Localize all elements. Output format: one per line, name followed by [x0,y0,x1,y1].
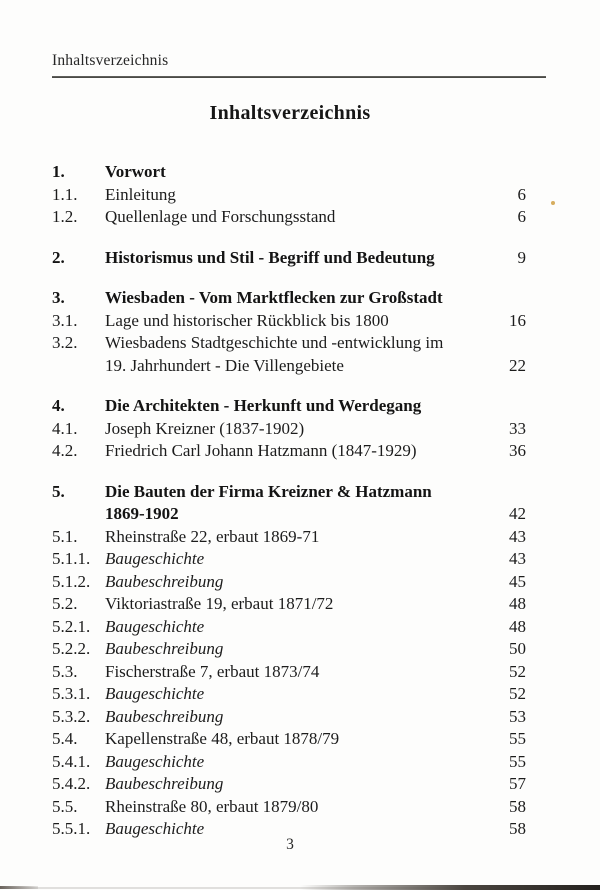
page-number: 3 [286,836,294,853]
toc-entry-page: 33 [509,418,526,438]
toc-entry-number: 5.5.1. [52,819,91,838]
toc-entry [52,706,526,729]
toc-entry [52,548,526,571]
toc-entry [52,332,526,377]
toc-entry [52,287,526,310]
toc-entry-title [105,616,484,639]
page-title: Inhaltsverzeichnis [209,102,371,124]
toc-entry [52,616,526,639]
toc-entry-number: 5.4. [52,729,78,748]
toc-entry-number: 5.3. [52,661,78,681]
toc-entry-number: 5.2. [52,594,78,613]
toc-entry-page: 43 [509,549,526,568]
scan-edge-right [300,885,600,890]
toc-entry-title-line: 1869-1902 [105,504,179,523]
toc-entry-title-line: Einleitung [105,184,176,204]
toc-entry-title [105,706,484,729]
toc-entry-number: 3.2. [52,333,78,352]
toc-entry-title [105,683,484,706]
toc-entry [52,247,526,270]
toc-entry-title-line: Baugeschichte [105,549,205,568]
toc-entry-page: 58 [509,796,526,816]
toc-entry-page: 52 [509,661,526,681]
toc-entry-title-line: Baugeschichte [105,819,205,838]
toc-entry-page: 58 [509,819,526,838]
toc-entry-title-line: Fischerstraße 7, erbaut 1873/74 [105,661,320,681]
toc-entry-title [105,418,484,441]
toc-entry-page: 9 [517,247,526,267]
toc-entry [52,571,526,594]
toc-entry-title [105,661,484,684]
toc-entry [52,395,526,418]
toc-entry [52,418,526,441]
toc-entry [52,481,526,526]
toc-entry-title-line: Baubeschreibung [105,639,224,658]
toc-entry-number: 1.1. [52,184,78,204]
toc-entry [52,728,526,751]
toc-entry-title-line: Baubeschreibung [105,571,224,591]
toc-entry-page: 36 [509,441,526,460]
toc-entry-title-line: Baugeschichte [105,616,205,636]
toc-entry [52,773,526,796]
toc-entry-number: 5.1.1. [52,549,91,568]
toc-entry [52,206,526,229]
toc-entry-title-line: Baugeschichte [105,751,205,771]
toc-entry-title [105,247,484,270]
toc-entry-title [105,773,484,796]
toc-entry-title [105,751,484,774]
toc-entry-title [105,184,484,207]
toc-entry [52,661,526,684]
toc-entry-page: 43 [509,526,526,546]
toc-entry [52,796,526,819]
toc-entry-title-line: Vorwort [105,162,166,181]
toc-entry [52,161,526,184]
toc-entry-title [105,638,484,661]
toc-entry [52,593,526,616]
toc-entry-title [105,548,484,571]
toc-entry [52,440,526,463]
toc-entry-number: 5.2.1. [52,616,91,636]
toc-entry-title-line: Baugeschichte [105,684,205,703]
toc-entry-number: 3.1. [52,310,78,330]
toc-entry-number: 5.2.2. [52,639,91,658]
toc-entry-title-line: Kapellenstraße 48, erbaut 1878/79 [105,729,340,748]
toc-entry-page: 52 [509,684,526,703]
toc-entry-page: 48 [509,616,526,636]
table-of-contents [52,161,526,841]
toc-entry-number: 4.1. [52,418,78,438]
toc-entry-number: 5.1. [52,526,78,546]
header-rule [52,76,546,78]
toc-entry-number: 5.3.1. [52,684,91,703]
toc-entry-number: 4. [52,396,65,415]
toc-entry-title [105,161,484,184]
toc-entry-page: 6 [517,207,526,226]
toc-entry-title [105,332,484,377]
toc-entry-title [105,481,484,526]
toc-entry-number: 5. [52,481,65,501]
toc-entry-title-line: Baubeschreibung [105,774,224,793]
toc-entry-title [105,728,484,751]
toc-entry-title [105,571,484,594]
toc-entry-title-line: Wiesbadens Stadtgeschichte und -entwicklung im [105,333,444,352]
toc-entry-title-line: Friedrich Carl Johann Hatzmann (1847-1929) [105,441,417,460]
toc-entry-title-line: Joseph Kreizner (1837-1902) [105,418,305,438]
toc-entry-title-line: Wiesbaden - Vom Marktflecken zur Großstadt [105,288,443,307]
toc-entry-title-line: 19. Jahrhundert - Die Villengebiete [105,355,344,375]
toc-entry-title-line: Die Architekten - Herkunft und Werdegang [105,396,422,415]
toc-entry-number: 5.4.1. [52,751,91,771]
toc-entry-number: 3. [52,288,65,307]
toc-entry [52,683,526,706]
toc-entry-title [105,395,484,418]
toc-entry-number: 1. [52,162,65,181]
toc-entry [52,526,526,549]
toc-entry-title-line: Rheinstraße 22, erbaut 1869-71 [105,526,320,546]
running-header: Inhaltsverzeichnis [52,52,169,69]
toc-entry-title-line: Historismus und Stil - Begriff und Bedeutung [105,247,435,267]
toc-entry-page: 55 [509,729,526,748]
toc-entry-title [105,287,484,310]
toc-entry-title-line: Baubeschreibung [105,706,224,726]
toc-entry-title-line: Lage und historischer Rückblick bis 1800 [105,310,389,330]
toc-entry-page: 42 [509,504,526,523]
toc-entry-title [105,310,484,333]
toc-entry-number: 5.5. [52,796,78,816]
toc-entry-title [105,796,484,819]
toc-entry-page: 48 [509,594,526,613]
toc-entry-number: 4.2. [52,441,78,460]
toc-entry-number: 5.1.2. [52,571,91,591]
toc-entry-title [105,440,484,463]
toc-entry-page: 55 [509,751,526,771]
toc-entry-number: 2. [52,247,65,267]
toc-entry-page: 16 [509,310,526,330]
toc-entry-title-line: Die Bauten der Firma Kreizner & Hatzmann [105,481,432,501]
toc-entry-number: 5.3.2. [52,706,91,726]
toc-entry-title [105,206,484,229]
toc-entry-number: 1.2. [52,207,78,226]
toc-entry-page: 45 [509,571,526,591]
scan-edge-left [0,886,38,889]
toc-entry [52,310,526,333]
toc-entry-page: 50 [509,639,526,658]
toc-entry [52,184,526,207]
toc-entry [52,751,526,774]
toc-entry-title [105,593,484,616]
toc-entry-page: 57 [509,774,526,793]
toc-entry-number: 5.4.2. [52,774,91,793]
toc-entry-page: 22 [509,355,526,375]
toc-entry-title-line: Quellenlage und Forschungsstand [105,207,336,226]
scan-speck [551,201,555,205]
toc-entry-title-line: Viktoriastraße 19, erbaut 1871/72 [105,594,334,613]
toc-entry-page: 53 [509,706,526,726]
toc-entry-page: 6 [517,184,526,204]
toc-entry-title [105,526,484,549]
toc-entry [52,638,526,661]
toc-entry-title-line: Rheinstraße 80, erbaut 1879/80 [105,796,319,816]
